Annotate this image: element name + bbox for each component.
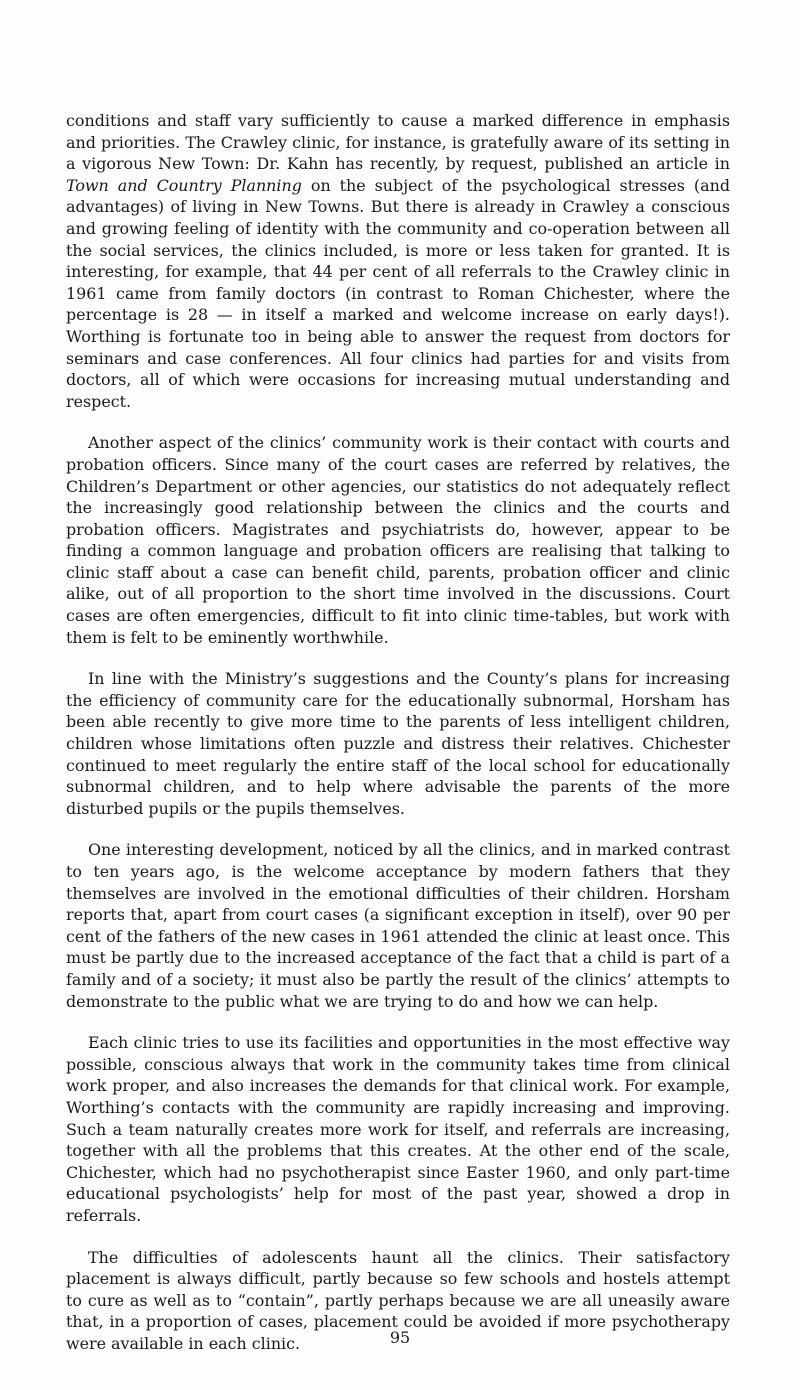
paragraph (66, 110, 730, 412)
text-run: In line with the Ministry’s suggestions and the County’s plans for increasing the efficiency of community care for the educationally subnormal, Horsham has been able recently to give more time to the parents of less intelligent children, children whose limitations often puzzle and distress their relatives. Chichester continued to meet regularly the entire staff of the local school for educationally subnormal children, and to help where advisable the parents of the more disturbed pupils or the pupils themselves. (66, 669, 730, 818)
text-run: Another aspect of the clinics’ community work is their contact with courts and probation officers. Since many of the court cases are referred by relatives, the Children’s Department or other agencies, our statistics do not adequately reflect the increasingly good relationship between the clinics and the courts and probation officers. Magistrates and psychiatrists do, however, appear to be finding a common language and probation officers are realising that talking to clinic staff about a case can benefit child, parents, probation officer and clinic alike, out of all proportion to the short time involved in the discussions. Court cases are often emergencies, difficult to fit into clinic time-tables, but work with them is felt to be eminently worthwhile. (66, 433, 730, 647)
text-run: on the subject of the psychological stresses (and advantages) of living in New Towns. But there is already in Crawley a conscious and growing feeling of identity with the community and co-operation between all the social services, the clinics included, is more or less taken for granted. It is interesting, for example, that 44 per cent of all referrals to the Crawley clinic in 1961 came from family doctors (in contrast to Roman Chichester, where the percentage is 28 — in itself a marked and welcome increase on early days!). Worthing is fortunate too in being able to answer the request from doctors for seminars and case conferences. All four clinics had parties for and visits from doctors, all of which were occasions for increasing mutual understanding and respect. (66, 175, 730, 411)
page-number: 95 (389, 1328, 411, 1347)
text-run: conditions and staff vary sufficiently to cause a marked difference in emphasis and priorities. The Crawley clinic, for instance, is gratefully aware of its setting in a vigorous New Town: Dr. Kahn has recently, by request, published an article in (66, 111, 730, 174)
paragraph (66, 839, 730, 1012)
paragraph (66, 668, 730, 819)
journal-title: Town and Country Planning (66, 175, 302, 195)
body-text (66, 110, 730, 1374)
text-run: One interesting development, noticed by all the clinics, and in marked contrast to ten years ago, is the welcome acceptance by modern fathers that they themselves are involved in the emotional difficulties of their children. Horsham reports that, apart from court cases (a significant exception in itself), over 90 per cent of the fathers of the new cases in 1961 attended the clinic at least once. This must be partly due to the increased acceptance of the fact that a child is part of a family and of a society; it must also be partly the result of the clinics’ attempts to demonstrate to the public what we are trying to do and how we can help. (66, 840, 730, 1011)
text-run: The difficulties of adolescents haunt all the clinics. Their satisfactory placement is always difficult, partly because so few schools and hostels attempt to cure as well as to “contain”, partly perhaps because we are all uneasily aware that, in a proportion of cases, placement could be avoided if more psychotherapy were available in each clinic. (66, 1247, 730, 1353)
text-run: Each clinic tries to use its facilities and opportunities in the most effective way possible, conscious always that work in the community takes time from clinical work proper, and also increases the demands for that clinical work. For example, Worthing’s contacts with the community are rapidly increasing and improving. Such a team naturally creates more work for itself, and referrals are increasing, together with all the problems that this creates. At the other end of the scale, Chichester, which had no psychotherapist since Easter 1960, and only part-time educational psychologists’ help for most of the past year, showed a drop in referrals. (66, 1033, 730, 1225)
paragraph (66, 432, 730, 648)
paragraph (66, 1032, 730, 1226)
